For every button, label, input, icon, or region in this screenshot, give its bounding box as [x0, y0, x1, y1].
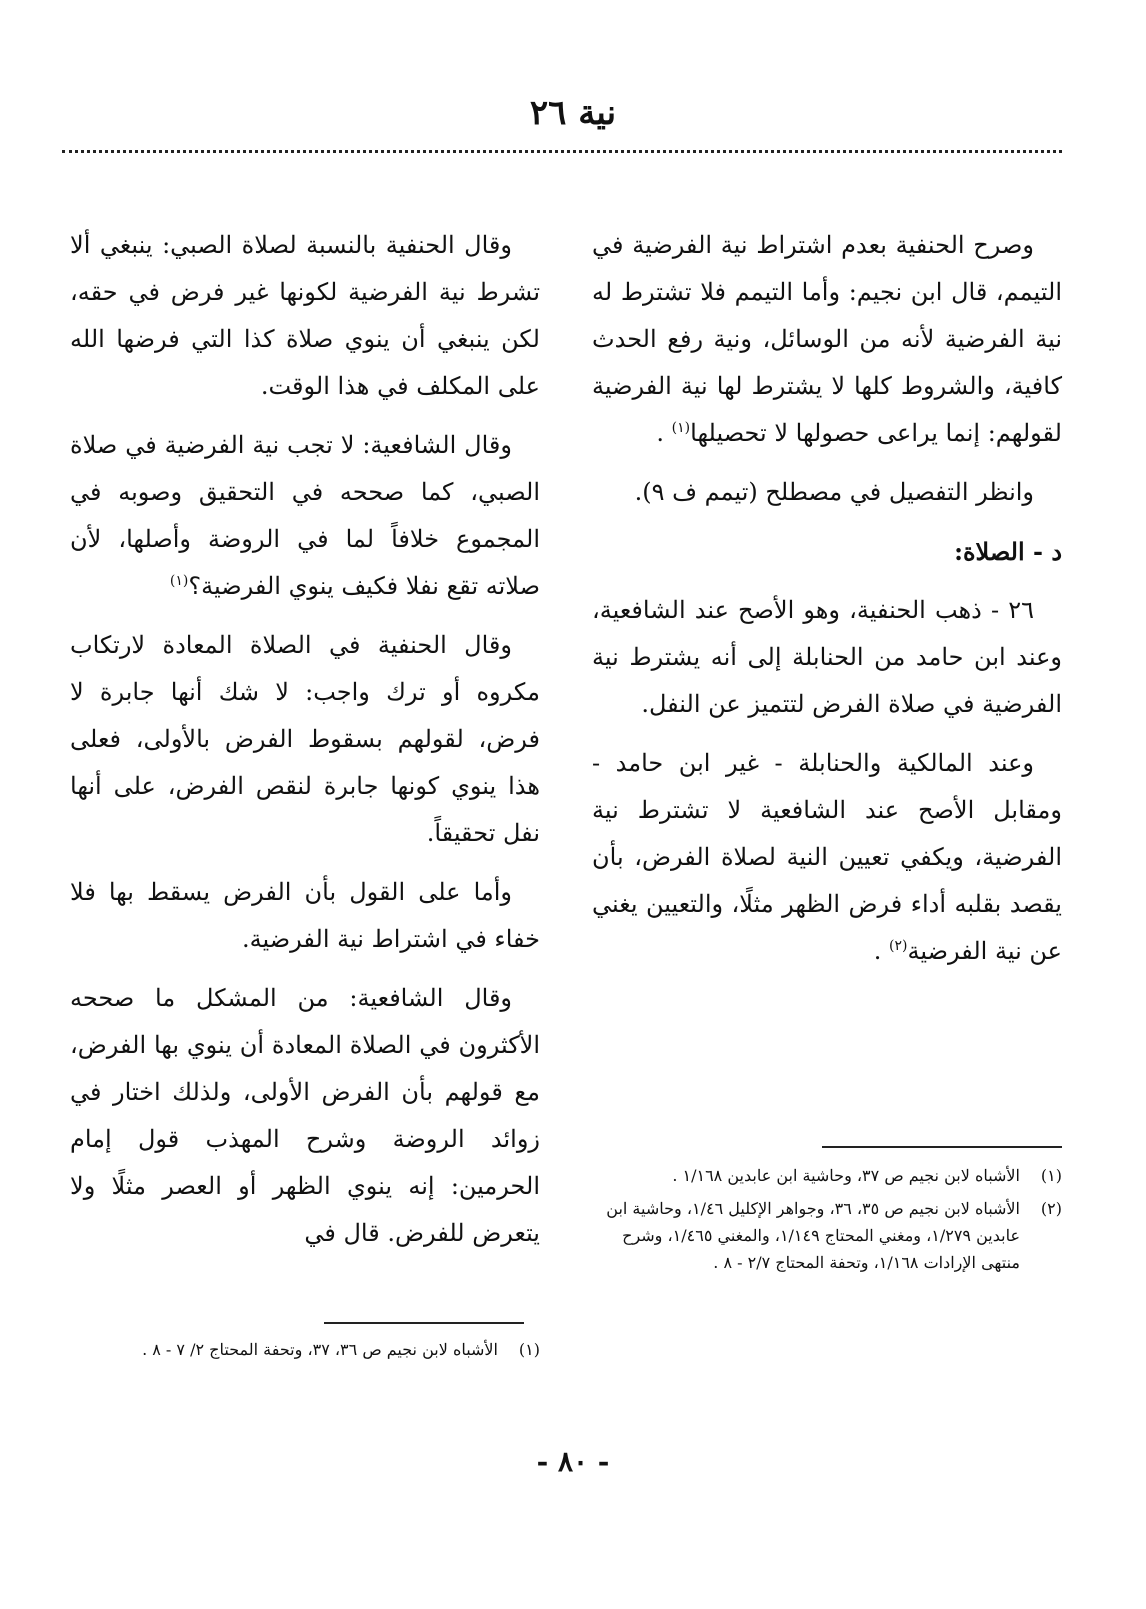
- footnote: [70, 1336, 540, 1363]
- footnote-ref: (٢): [889, 938, 908, 954]
- header-dotted-divider: [62, 150, 1062, 153]
- paragraph-text: وصرح الحنفية بعدم اشتراط نية الفرضية في التيمم، قال ابن نجيم: وأما التيمم فلا تشترط له نية الفرضية لأنه من الوسائل، ونية رفع الحدث كافية، والشروط كلها لا يشترط لها نية الفرضية لقولهم: إنما يراعى حصولها لا تحصيلها: [592, 231, 1062, 447]
- paragraph: وقال الشافعية: من المشكل ما صححه الأكثرون في الصلاة المعادة أن ينوي بها الفرض، مع قولهم بأن الفرض الأولى، ولذلك اختار في زوائد الروضة وشرح المهذب قول إمام الحرمين: إنه ينوي الظهر أو العصر مثلًا ولا يتعرض للفرض. قال في: [70, 984, 540, 1247]
- paragraph: [592, 740, 1062, 975]
- left-text-column: [70, 222, 540, 1269]
- footnote-number: (١): [518, 1340, 540, 1359]
- section-subheading: د - الصلاة:: [954, 537, 1062, 566]
- footnotes-right: [592, 1162, 1062, 1282]
- footnote-ref: (١): [169, 573, 189, 589]
- footnote-text: الأشباه لابن نجيم ص ٣٧، وحاشية ابن عابدين ١/١٦٨ .: [672, 1166, 1020, 1185]
- footnote-ref: (١): [671, 420, 691, 436]
- paragraph: وقال الحنفية بالنسبة لصلاة الصبي: ينبغي ألا تشرط نية الفرضية لكونها غير فرض في حقه، لكن ينبغي أن ينوي صلاة كذا التي فرضها الله على المكلف في هذا الوقت.: [70, 231, 540, 400]
- footnote-number: (٢): [1040, 1199, 1062, 1218]
- footnote: [592, 1195, 1062, 1276]
- footnote-number: (١): [1040, 1166, 1062, 1185]
- paragraph: وأما على القول بأن الفرض يسقط بها فلا خفاء في اشتراط نية الفرضية.: [70, 878, 540, 953]
- page-title: نية ٢٦: [529, 93, 617, 133]
- paragraph-text: وقال الشافعية: لا تجب نية الفرضية في صلاة الصبي، كما صححه في التحقيق وصوبه في المجموع خلافاً لما في الروضة وأصلها، لأن صلاته تقع نفلا فكيف ينوي الفرضية؟: [70, 431, 540, 600]
- footnotes-left: [70, 1336, 540, 1369]
- paragraph: ٢٦ - ذهب الحنفية، وهو الأصح عند الشافعية، وعند ابن حامد من الحنابلة إلى أنه يشترط نية الفرضية في صلاة الفرض لتتميز عن النفل.: [592, 596, 1062, 718]
- paragraph-end: .: [656, 419, 672, 447]
- footnote: [592, 1162, 1062, 1189]
- paragraph-end: .: [873, 937, 890, 965]
- paragraph-text: وعند المالكية والحنابلة - غير ابن حامد - ومقابل الأصح عند الشافعية لا تشترط نية الفرضية، ويكفي تعيين النية لصلاة الفرض، بأن يقصد بقلبه أداء فرض الظهر مثلًا، والتعيين يغني عن نية الفرضية: [592, 749, 1062, 965]
- footnote-divider: [822, 1146, 1062, 1148]
- footnote-text: الأشباه لابن نجيم ص ٣٥، ٣٦، وجواهر الإكليل ١/٤٦، وحاشية ابن عابدين ١/٢٧٩، ومغني المحتاج ١/١٤٩، والمغني ١/٤٦٥، وشرح منتهى الإرادات ١/١٦٨، وتحفة المحتاج ٢/٧ - ٨ .: [606, 1199, 1020, 1272]
- footnote-divider: [324, 1322, 524, 1324]
- right-text-column: [592, 222, 1062, 987]
- paragraph: [70, 422, 540, 610]
- paragraph: وانظر التفصيل في مصطلح (تيمم ف ٩).: [634, 478, 1034, 506]
- footnote-text: الأشباه لابن نجيم ص ٣٦، ٣٧، وتحفة المحتاج ٢/ ٧ - ٨ .: [142, 1340, 498, 1359]
- paragraph: [592, 222, 1062, 457]
- page-number: - ٨٠ -: [536, 1445, 610, 1478]
- paragraph: وقال الحنفية في الصلاة المعادة لارتكاب مكروه أو ترك واجب: لا شك أنها جابرة لا فرض، لقولهم بسقوط الفرض بالأولى، فعلى هذا ينوي كونها جابرة لنقص الفرض، على أنها نفل تحقيقاً.: [70, 631, 540, 847]
